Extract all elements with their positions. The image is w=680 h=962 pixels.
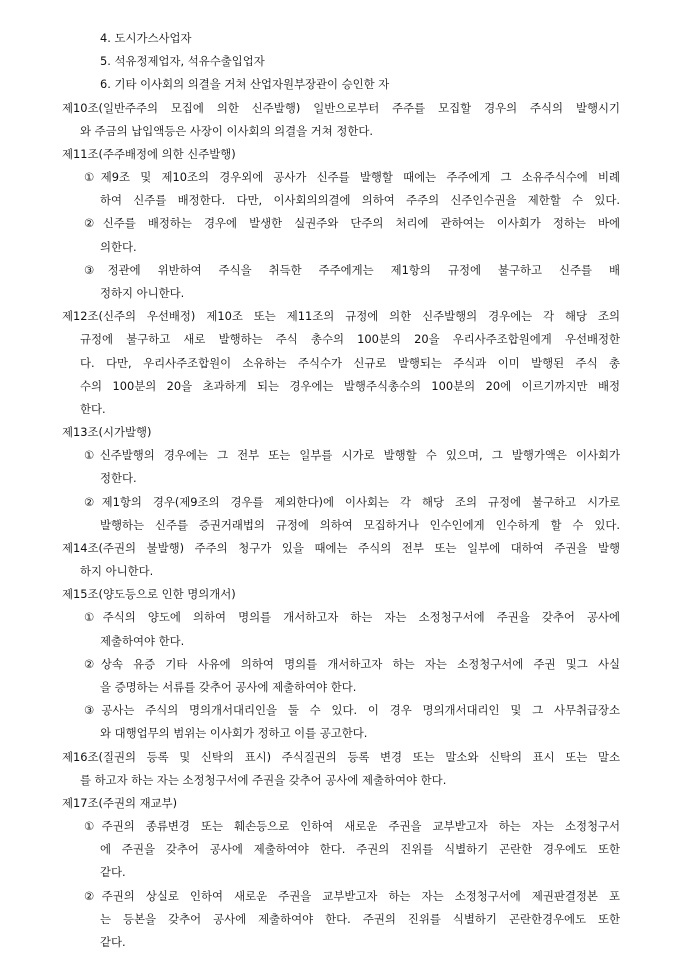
article-12-text-line: 한다. [80, 402, 106, 416]
article-16-text-line: 를 하고자 하는 자는 소정청구서에 주권을 갖추어 공사에 제출하여야 한다. [80, 773, 447, 787]
article-17-paragraph-2: ②주권의 상실로 인하여 새로운 주권을 교부받고자 하는 자는 소정청구서에 제권판결정본 포 [84, 889, 620, 903]
article-15-paragraph-2: ②상속 유증 기타 사유에 의하여 명의를 개서하고자 하는 자는 소정청구서에 주권 및그 사실 [84, 657, 620, 671]
article-13-paragraph-1: ①신주발행의 경우에는 그 전부 또는 일부를 시가로 발행할 수 있으며, 그 발행가액은 이사회가 [84, 448, 620, 462]
article-11-paragraph-1: ①제9조 및 제10조의 경우외에 공사가 신주를 발행할 때에는 주주에게 그 소유주식수에 비례 [84, 170, 620, 184]
article-17-paragraph-1: 에 주권을 갖추어 공사에 제출하여야 한다. 주권의 진위를 식별하기 곤란한 경우에도 또한 [100, 842, 620, 856]
article-11-paragraph-3: ③정관에 위반하여 주식을 취득한 주주에게는 제1항의 규정에 불구하고 신주를 배 [84, 263, 620, 277]
article-15-paragraph-2: 을 증명하는 서류를 갖추어 공사에 제출하여야 한다. [100, 680, 357, 694]
article-13-paragraph-2: ②제1항의 경우(제9조의 경우를 제외한다)에 이사회는 각 해당 조의 규정에 불구하고 시가로 [84, 495, 620, 509]
article-15-title: 제15조(양도등으로 인한 명의개서) [62, 587, 236, 601]
article-15-paragraph-3: ③공사는 주식의 명의개서대리인을 둘 수 있다. 이 경우 명의개서대리인 및 그 사무취급장소 [84, 703, 620, 717]
article-12-text-line: 수의 100분의 20을 초과하게 되는 경우에는 발행주식총수의 100분의 20에 이르기까지만 배정 [80, 379, 620, 393]
article-14-text-line: 제14조(주권의 불발행) 주주의 청구가 있을 때에는 주식의 전부 또는 일부에 대하여 주권을 발행 [62, 541, 620, 555]
list-item-5: 5. 석유정제업자, 석유수출입업자 [100, 54, 265, 68]
article-13-paragraph-1: 정한다. [100, 471, 137, 485]
article-17-paragraph-1: 같다. [100, 865, 126, 879]
article-12-text-line: 규정에 불구하고 새로 발행하는 주식 총수의 100분의 20을 우리사주조합원에게 우선배정한 [80, 332, 620, 346]
article-13-paragraph-2: 발행하는 신주를 증권거래법의 규정에 의하여 모집하거나 인수인에게 인수하게 할 수 있다. [100, 518, 620, 532]
article-11-title: 제11조(주주배정에 의한 신주발행) [62, 147, 236, 161]
article-11-paragraph-1: 하여 신주를 배정한다. 다만, 이사회의의결에 의하여 주주의 신주인수권을 제한할 수 있다. [100, 193, 620, 207]
article-17-paragraph-2: 같다. [100, 935, 126, 949]
article-11-paragraph-2: ②신주를 배정하는 경우에 발생한 실권주와 단주의 처리에 관하여는 이사회가 정하는 바에 [84, 216, 620, 230]
article-11-paragraph-3: 정하지 아니한다. [100, 286, 185, 300]
list-item-4: 4. 도시가스사업자 [100, 31, 192, 45]
article-10-text-line: 제10조(일반주주의 모집에 의한 신주발행) 일반으로부터 주주를 모집할 경우의 주식의 발행시기 [62, 101, 620, 115]
article-15-paragraph-3: 와 대행업무의 범위는 이사회가 정하고 이를 공고한다. [100, 726, 368, 740]
article-12-text-line: 다. 다만, 우리사주조합원이 소유하는 주식수가 신규로 발행되는 주식과 이미 발행된 주식 총 [80, 356, 620, 370]
article-12-text-line: 제12조(신주의 우선배정) 제10조 또는 제11조의 규정에 의한 신주발행의 경우에는 각 해당 조의 [62, 309, 620, 323]
article-17-paragraph-2: 는 등본을 갖추어 공사에 제출하여야 한다. 주권의 진위를 식별하기 곤란한경우에도 또한 [100, 912, 620, 926]
article-15-paragraph-1: 제출하여야 한다. [100, 634, 185, 648]
list-item-6: 6. 기타 이사회의 의결을 거쳐 산업자원부장관이 승인한 자 [100, 77, 390, 91]
article-15-paragraph-1: ①주식의 양도에 의하여 명의를 개서하고자 하는 자는 소정청구서에 주권을 갖추어 공사에 [84, 610, 620, 624]
article-17-paragraph-1: ①주권의 종류변경 또는 훼손등으로 인하여 새로운 주권을 교부받고자 하는 자는 소정청구서 [84, 819, 620, 833]
article-17-title: 제17조(주권의 재교부) [62, 796, 178, 810]
article-11-paragraph-2: 의한다. [100, 240, 137, 254]
article-10-text-line: 와 주금의 납입액등은 사장이 이사회의 의결을 거쳐 정한다. [80, 124, 374, 138]
article-13-title: 제13조(시가발행) [62, 425, 152, 439]
article-16-text-line: 제16조(질권의 등록 및 신탁의 표시) 주식질권의 등록 변경 또는 말소와 신탁의 표시 또는 말소 [62, 750, 620, 764]
article-14-text-line: 하지 아니한다. [80, 564, 154, 578]
